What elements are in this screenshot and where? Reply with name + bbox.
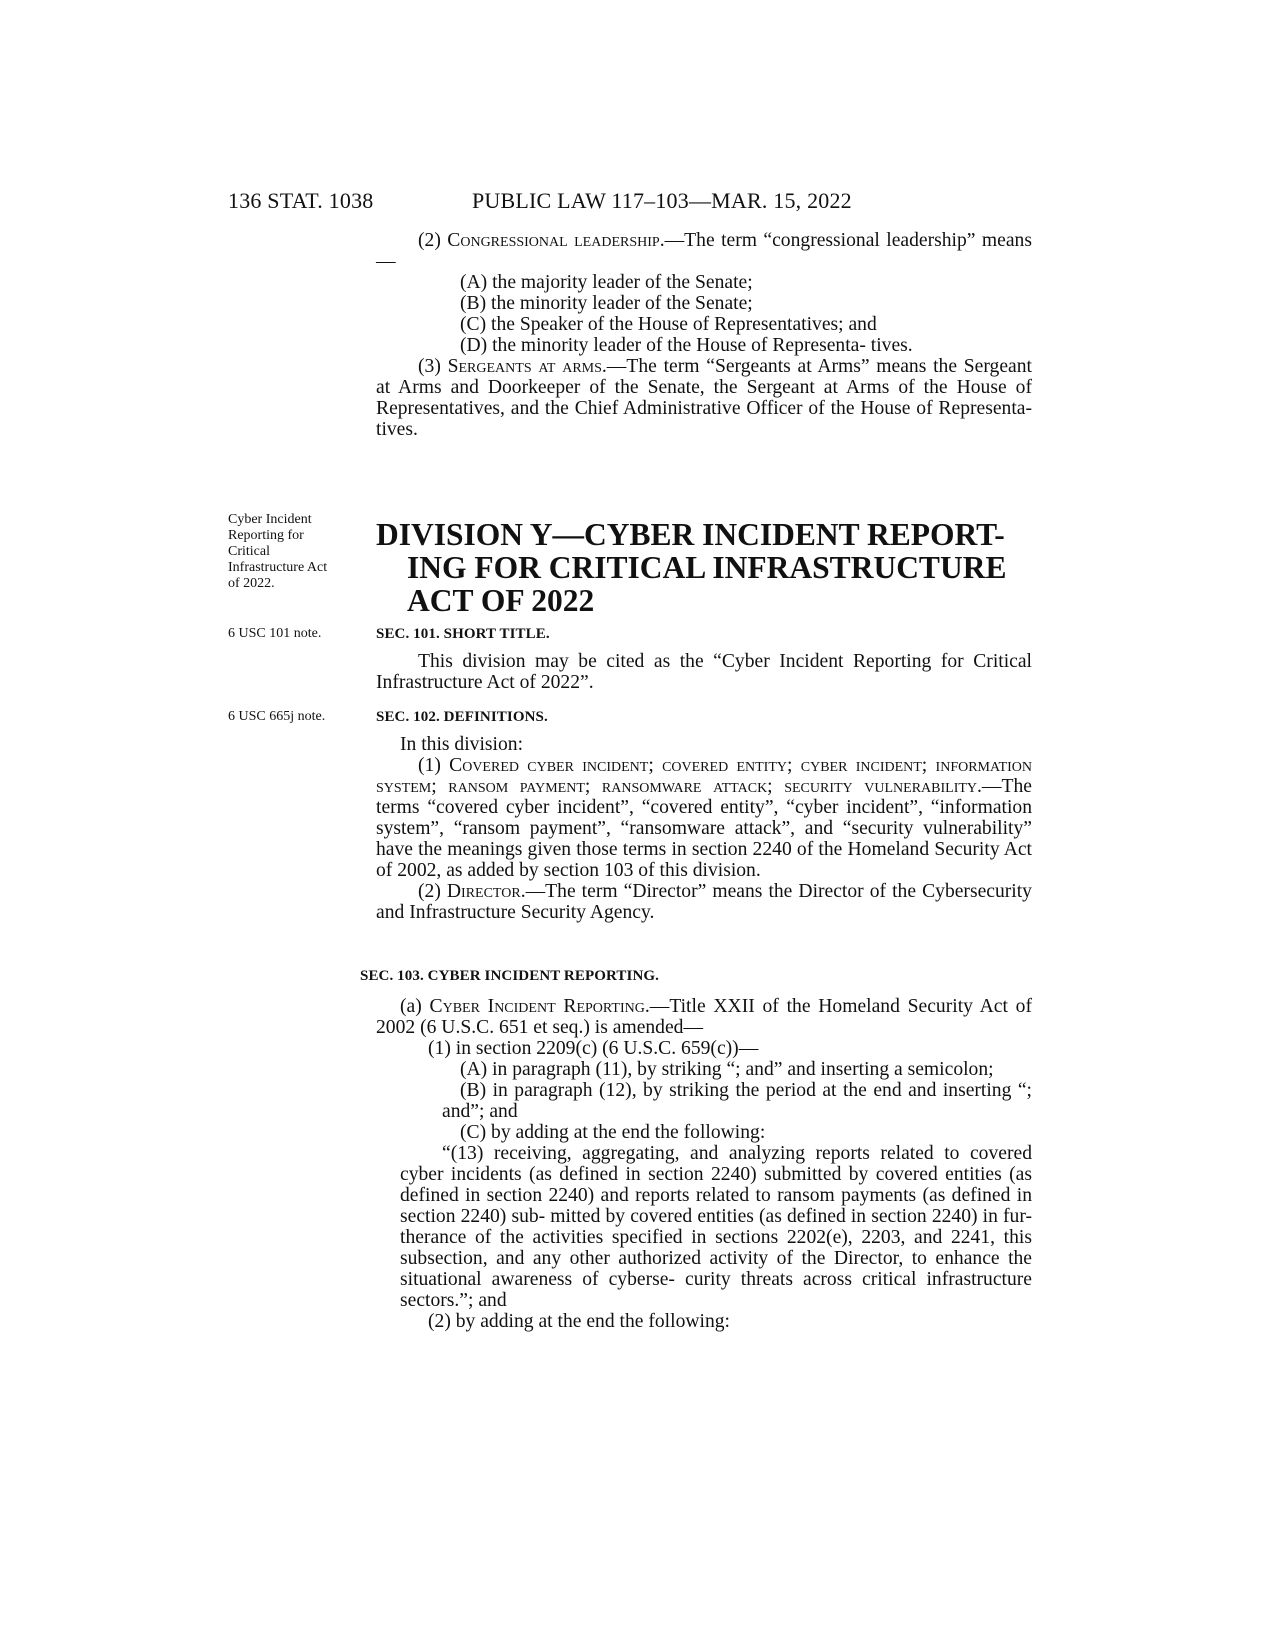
subsection-a: (a) Cyber Incident Reporting.—Title XXII of the Homeland Security Act of 2002 (6 U.S.C. 651 et seq.) is amended—	[376, 996, 1032, 1038]
item-b: (B) the minority leader of the Senate;	[460, 293, 753, 314]
margin-note-sec102: 6 USC 665j note.	[228, 709, 326, 724]
amendment-1: (1) in section 2209(c) (6 U.S.C. 659(c))—	[428, 1038, 759, 1059]
definitions-intro: In this division:	[400, 734, 524, 755]
item-c: (C) the Speaker of the House of Representatives; and	[460, 314, 877, 335]
section-102-body	[376, 734, 1032, 923]
short-title-text: This division may be cited as the “Cyber Incident Reporting for Critical Infrastructure Act of 2022”.	[376, 651, 1032, 693]
section-101-body	[376, 651, 1032, 693]
amendment-1a: (A) in paragraph (11), by striking “; and” and inserting a semicolon;	[460, 1059, 994, 1080]
definitions-continued	[376, 230, 1032, 440]
section-heading-103: SEC. 103. CYBER INCIDENT REPORTING.	[360, 968, 659, 984]
division-title: DIVISION Y—CYBER INCIDENT REPORT- ING FOR CRITICAL INFRASTRUCTURE ACT OF 2022	[376, 517, 1007, 618]
item-a: (A) the majority leader of the Senate;	[460, 272, 753, 293]
amendment-1c: (C) by adding at the end the following:	[460, 1122, 766, 1143]
definition-covered-terms: (1) Covered cyber incident; covered entity; cyber incident; information system; ransom payment; ransomware attack; security vulnerability.—The terms “covered cyber incident”, “covered entity”, “cyber incident”, “information system”, “ransom payment”, “ransomware attack”, and “security vulnerability” have the meanings given those terms in section 2240 of the Homeland Security Act of 2002, as added by section 103 of this division.	[376, 755, 1032, 881]
section-103-body	[376, 996, 1032, 1332]
quoted-paragraph-13: “(13) receiving, aggregating, and analyzing reports related to covered cyber incidents (as defined in section 2240) submitted by covered entities (as defined in section 2240) and reports related to ransom payments (as defined in section 2240) sub- mitted by covered entities (as defined in section 2240) in fur- therance of the activities specified in sections 2202(e), 2203, and 2241, this subsection, and any other authorized activity of the Director, to enhance the situational awareness of cyberse- curity threats across critical infrastructure sectors.”; and	[400, 1143, 1032, 1311]
margin-note-division: Cyber Incident Reporting for Critical Infrastructure Act of 2022.	[228, 512, 328, 591]
item-d: (D) the minority leader of the House of Representa- tives.	[460, 335, 913, 356]
section-heading-101: SEC. 101. SHORT TITLE.	[376, 626, 550, 642]
amendment-2: (2) by adding at the end the following:	[428, 1311, 731, 1332]
definition-director: (2) Director.—The term “Director” means the Director of the Cybersecurity and Infrastructure Security Agency.	[376, 881, 1032, 923]
paragraph-sergeants-at-arms: (3) Sergeants at arms.—The term “Sergeants at Arms” means the Sergeant at Arms and Doorkeeper of the Senate, the Sergeant at Arms of the House of Representatives, and the Chief Administrative Officer of the House of Representa- tives.	[376, 356, 1032, 440]
page-running-title: PUBLIC LAW 117–103—MAR. 15, 2022	[472, 188, 852, 213]
section-heading-102: SEC. 102. DEFINITIONS.	[376, 709, 548, 725]
amendment-1b: (B) in paragraph (12), by striking the period at the end and inserting “; and”; and	[442, 1080, 1032, 1122]
paragraph-congressional-leadership: (2) Congressional leadership.—The term “congressional leadership” means—	[376, 230, 1032, 272]
margin-note-sec101: 6 USC 101 note.	[228, 626, 322, 641]
page-stat-number: 136 STAT. 1038	[228, 188, 374, 213]
